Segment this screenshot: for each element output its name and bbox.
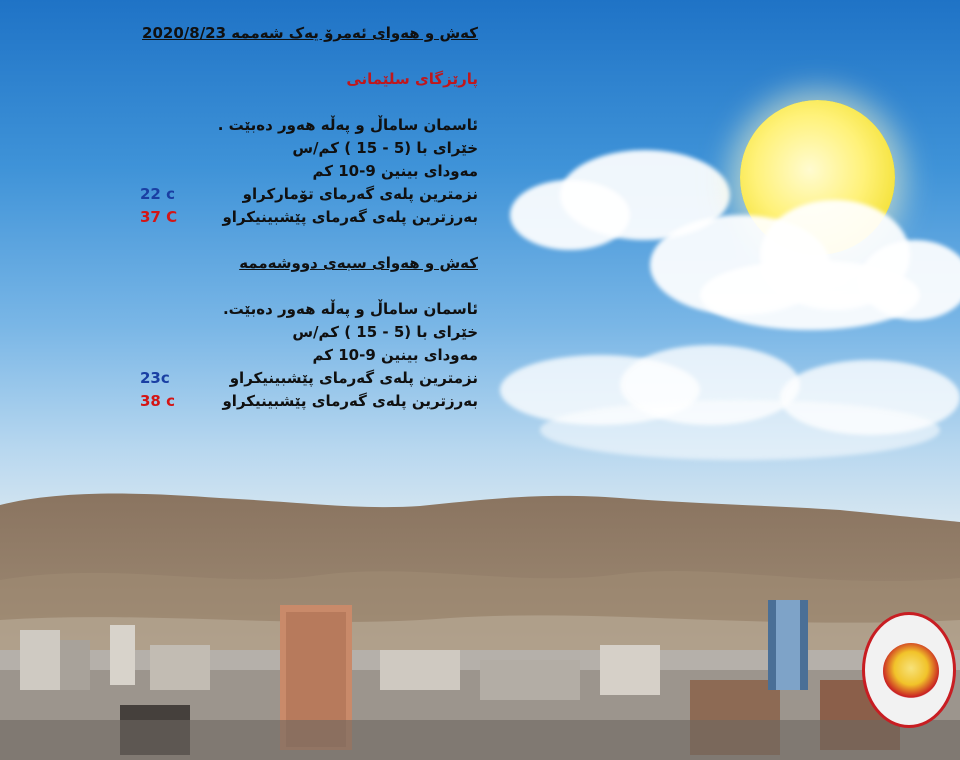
today-low-label: نزمترین پلەی گەرمای تۆمارکراو	[242, 185, 478, 203]
cloud	[700, 260, 920, 330]
city-skyline	[0, 600, 960, 760]
cloud	[540, 400, 940, 460]
today-high-value: 37 C	[140, 208, 178, 226]
spacer	[140, 229, 478, 252]
tomorrow-low-value: 23c	[140, 369, 170, 387]
tomorrow-low-label: نزمترین پلەی گەرمای پێشبینیکراو	[229, 369, 478, 387]
tomorrow-low-row	[140, 367, 478, 390]
organization-logo	[862, 612, 956, 728]
today-low-value: 22 c	[140, 185, 175, 203]
tomorrow-sky: ئاسمان ساماڵ و پەڵە هەور دەبێت.	[222, 300, 478, 318]
logo-emblem	[883, 643, 939, 699]
cloud	[510, 180, 630, 250]
tomorrow-high-value: 38 c	[140, 392, 175, 410]
province-name: پارێزگای سلێمانی	[346, 70, 478, 88]
weather-report	[140, 22, 478, 413]
spacer	[140, 275, 478, 298]
tomorrow-title: کەش و هەوای سبەی دووشەممە	[239, 254, 478, 272]
today-sky: ئاسمان ساماڵ و پەڵە هەور دەبێت .	[217, 116, 478, 134]
today-wind: خێرای با (5 - 15 ) کم/س	[292, 139, 478, 157]
today-low-row	[140, 183, 478, 206]
spacer	[140, 91, 478, 114]
spacer	[140, 45, 478, 68]
today-visibility: مەودای بینین 9-10 کم	[312, 162, 478, 180]
tomorrow-wind: خێرای با (5 - 15 ) کم/س	[292, 323, 478, 341]
tomorrow-visibility: مەودای بینین 9-10 کم	[312, 346, 478, 364]
tomorrow-high-label: بەرزترین پلەی گەرمای پێشبینیکراو	[222, 392, 478, 410]
today-high-label: بەرزترین پلەی گەرمای پێشبینیکراو	[222, 208, 478, 226]
tomorrow-high-row	[140, 390, 478, 413]
today-title: کەش و هەوای ئەمرۆ یەک شەممە 2020/8/23	[142, 24, 478, 42]
today-high-row	[140, 206, 478, 229]
